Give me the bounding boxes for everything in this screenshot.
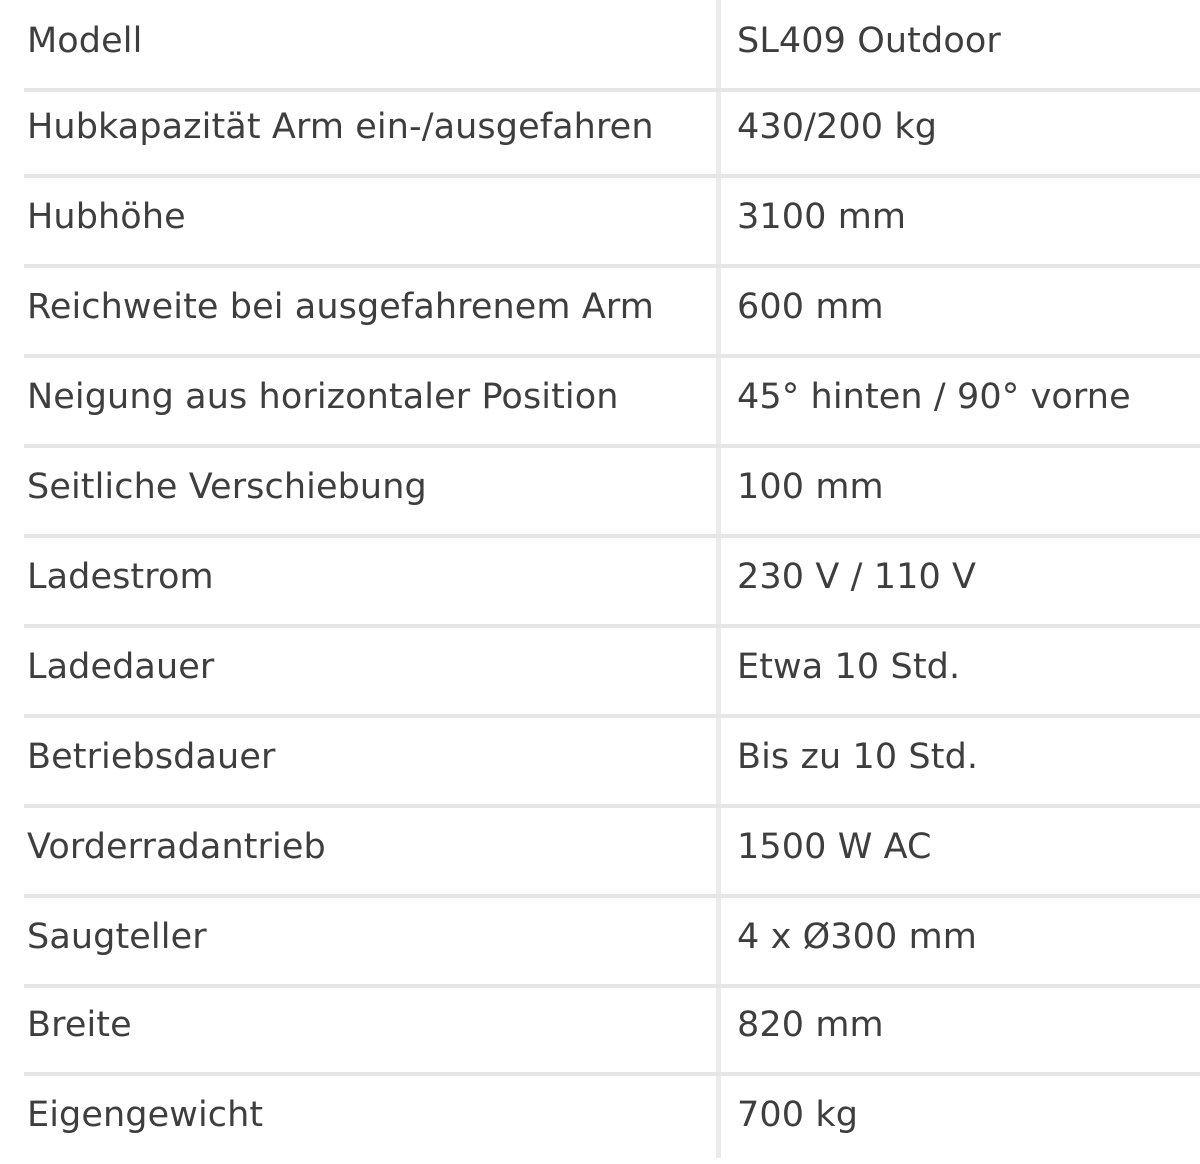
table-row (0, 86, 1200, 176)
spec-label: Ladestrom (27, 557, 214, 597)
spec-value: 4 x Ø300 mm (737, 917, 977, 957)
spec-label: Eigengewicht (27, 1095, 264, 1135)
spec-label: Modell (27, 21, 143, 61)
spec-label: Vorderradantrieb (27, 827, 326, 867)
spec-label: Betriebsdauer (27, 737, 276, 777)
spec-value: 430/200 kg (737, 107, 938, 147)
spec-label: Neigung aus horizontaler Position (27, 377, 619, 417)
spec-value: 100 mm (737, 467, 884, 507)
table-row (0, 356, 1200, 446)
spec-value: 600 mm (737, 287, 884, 327)
table-row (0, 536, 1200, 626)
spec-value: 230 V / 110 V (737, 557, 977, 597)
spec-value: Bis zu 10 Std. (737, 737, 979, 777)
table-row (0, 0, 1200, 90)
table-row (0, 176, 1200, 266)
table-row (0, 446, 1200, 536)
spec-value: 45° hinten / 90° vorne (737, 377, 1131, 417)
table-row (0, 1074, 1200, 1164)
spec-value: 820 mm (737, 1005, 884, 1045)
spec-label: Saugteller (27, 917, 207, 957)
spec-label: Hubhöhe (27, 197, 186, 237)
table-row (0, 266, 1200, 356)
spec-label: Breite (27, 1005, 132, 1045)
spec-value: Etwa 10 Std. (737, 647, 961, 687)
spec-value: 3100 mm (737, 197, 907, 237)
table-row (0, 626, 1200, 716)
table-row (0, 984, 1200, 1074)
table-row (0, 716, 1200, 806)
table-row (0, 806, 1200, 896)
spec-label: Seitliche Verschiebung (27, 467, 427, 507)
table-row (0, 896, 1200, 986)
spec-value: SL409 Outdoor (737, 21, 1001, 61)
spec-label: Hubkapazität Arm ein-/ausgefahren (27, 107, 654, 147)
spec-label: Reichweite bei ausgefahrenem Arm (27, 287, 654, 327)
spec-value: 700 kg (737, 1095, 859, 1135)
spec-label: Ladedauer (27, 647, 215, 687)
spec-value: 1500 W AC (737, 827, 932, 867)
